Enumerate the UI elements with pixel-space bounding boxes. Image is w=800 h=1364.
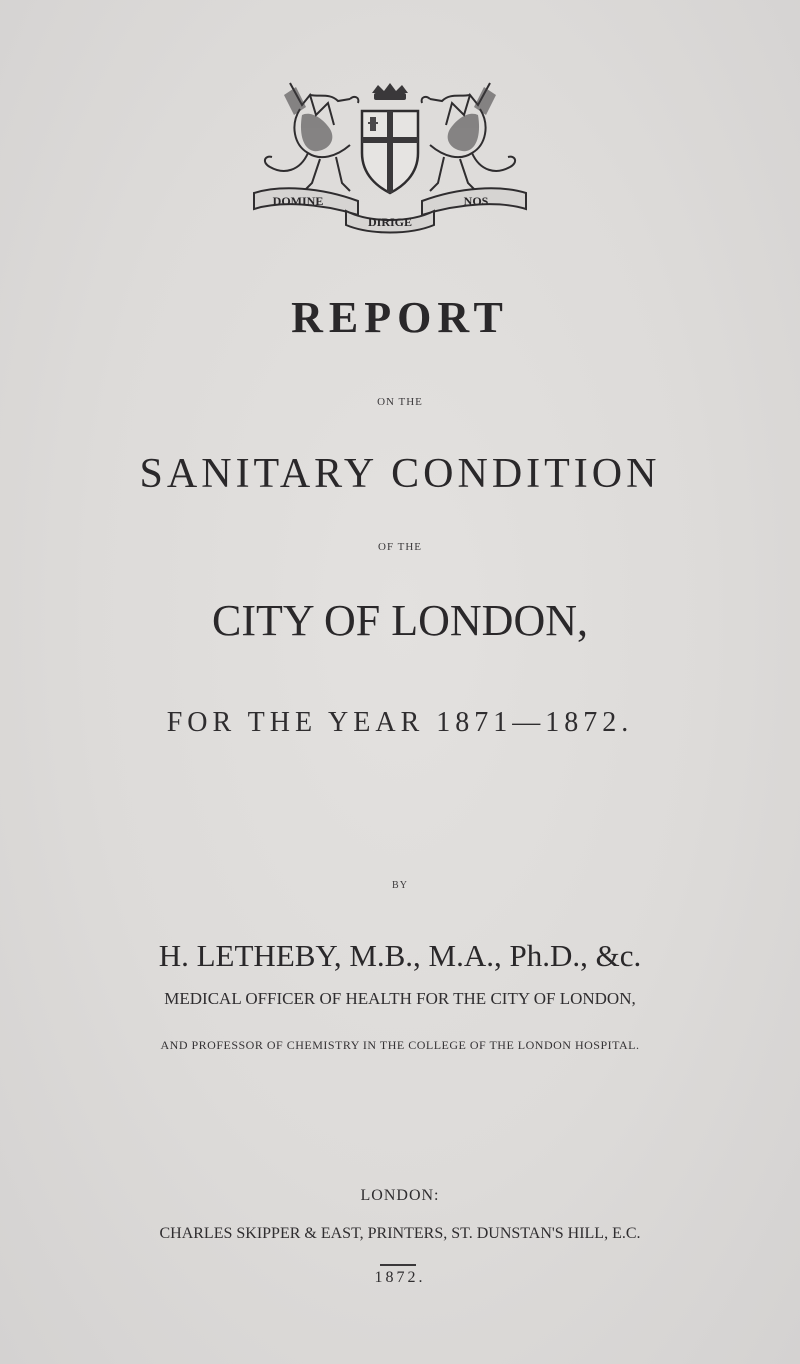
author-name: H. LETHEBY, M.B., M.A., Ph.D., &c. [158,938,642,973]
imprint-rule [380,1264,416,1266]
subject-heading: SANITARY CONDITION [139,451,661,497]
city-of-london-coat-of-arms [250,75,530,235]
of-the-text: OF THE [378,541,422,553]
motto-bottom: DIRIGE [367,215,413,229]
place-heading: CITY OF LONDON, [211,596,589,645]
shield-icon [362,111,418,193]
on-the-text: ON THE [377,396,423,408]
publication-date: 1872. [374,1269,426,1286]
report-heading: REPORT [291,293,509,342]
imprint-city: LONDON: [360,1187,440,1204]
printers-line: CHARLES SKIPPER & EAST, PRINTERS, ST. DUNSTAN'S HILL, E.C. [159,1225,641,1242]
author-position: MEDICAL OFFICER OF HEALTH FOR THE CITY OF LONDON, [164,989,636,1008]
motto-left: DOMINE [272,194,324,208]
year-line: FOR THE YEAR 1871—1872. [166,707,634,738]
author-professorship [70,1036,730,1054]
crest-crown [372,83,408,100]
motto-right: NOS [463,194,489,208]
motto-scroll [254,188,526,232]
professorship-text: AND PROFESSOR OF CHEMISTRY IN THE COLLEGE OF THE LONDON HOSPITAL. [160,1038,640,1052]
by-text: BY [392,880,408,891]
